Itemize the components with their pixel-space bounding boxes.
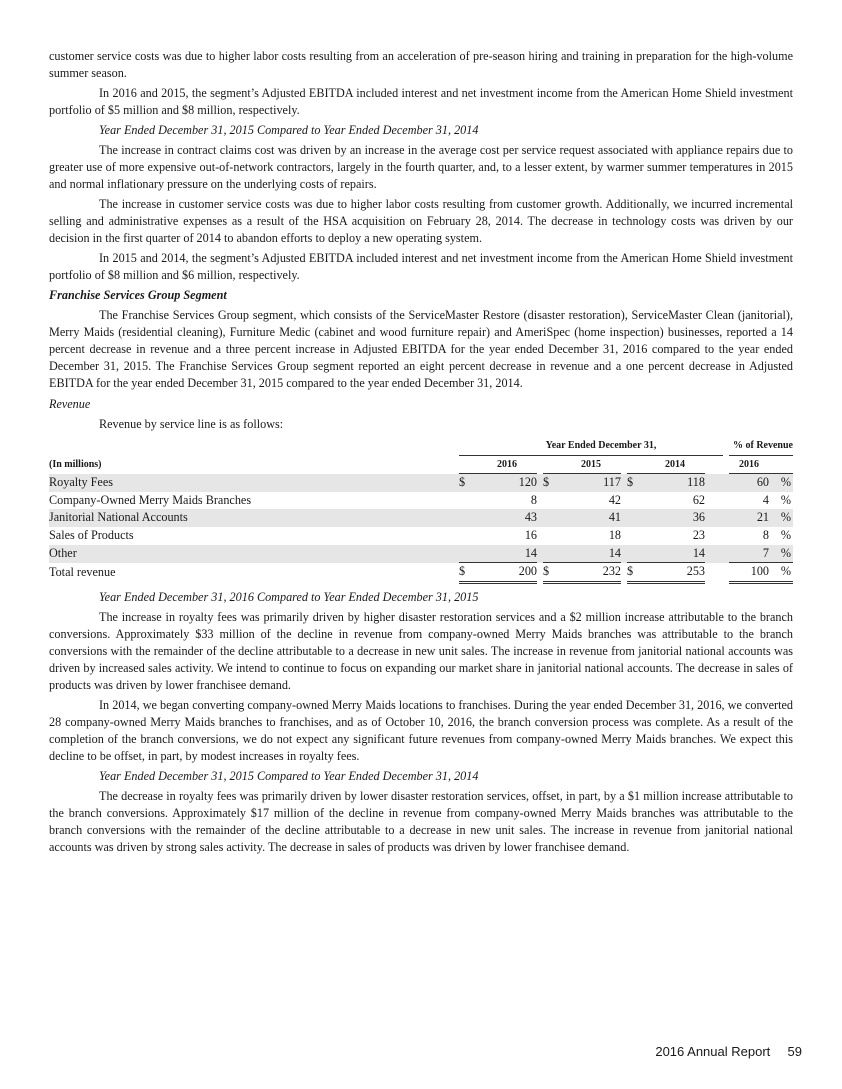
table-row: Royalty Fees $ 120 $ 117 $ 118 60 % <box>49 474 793 492</box>
cell-2016: 8 <box>530 492 537 507</box>
table-total-row: Total revenue $ 200 $ 232 $ 253 100 % <box>49 563 793 583</box>
paragraph: The decrease in royalty fees was primarily driven by lower disaster restoration services, offset, in part, by a $1 million increase attributable to the branch conversions. Approximately $17 million of the decline in revenue from company-owned Merry Maids branches was attributable to the branch conversions with the remainder of the decline attributable to a decrease in new unit sales. The increase in revenue from janitorial national accounts was driven by strong sales activity. The decrease in sales of products was driven by lower franchisee demand. <box>49 788 793 854</box>
row-label: Total revenue <box>49 564 116 579</box>
cell-pct: 21 <box>729 509 769 527</box>
cell-pct: 8 <box>762 527 769 542</box>
cell-pct: 4 <box>762 492 769 507</box>
cell-2015: 42 <box>608 492 621 507</box>
cell-2016: 14 <box>477 545 537 563</box>
cell-pct: 100 <box>729 563 769 583</box>
paragraph: In 2016 and 2015, the segment’s Adjusted EBITDA included interest and net investment income from the American Home Shield investment portfolio of $5 million and $8 million, respectively. <box>49 86 793 117</box>
cell-2016: 120 <box>477 474 537 492</box>
revenue-heading: Revenue <box>49 397 91 411</box>
table-pct-header: % of Revenue <box>729 437 793 455</box>
page-content <box>49 48 793 856</box>
paragraph: The Franchise Services Group segment, which consists of the ServiceMaster Restore (disaster restoration), ServiceMaster Clean (janitorial), Merry Maids (residential cleaning), Furniture Medic (cabinet and wood furniture repair) and AmeriSpec (home inspection) businesses, reported a 14 percent decrease in revenue and a three percent increase in Adjusted EBITDA for the year ended December 31, 2016 compared to the year ended December 31, 2015. The Franchise Services Group segment reported an eight percent decrease in revenue and a one percent decrease in Adjusted EBITDA for the year ended December 31, 2015 compared to the year ended December 31, 2014. <box>49 308 793 390</box>
column-header-2014: 2014 <box>645 455 705 474</box>
table-units-label: (In millions) <box>49 458 102 470</box>
row-label: Sales of Products <box>49 527 134 542</box>
page-footer <box>655 1044 802 1059</box>
subheading-2015-vs-2014: Year Ended December 31, 2015 Compared to Year Ended December 31, 2014 <box>99 768 479 783</box>
cell-2015: 18 <box>608 527 621 542</box>
cell-2015: 41 <box>561 509 621 527</box>
cell-2016: 200 <box>477 563 537 583</box>
table-group-header: Year Ended December 31, <box>459 437 723 455</box>
column-header-2015: 2015 <box>561 455 621 474</box>
cell-2014: 118 <box>645 474 705 492</box>
paragraph: Revenue by service line is as follows: <box>99 417 284 431</box>
paragraph: The increase in contract claims cost was driven by an increase in the average cost per service request associated with appliance repairs due to greater use of more expensive out-of-network contractors, largely in the fourth quarter, and, to a lesser extent, by warmer summer temperatures in 2015 and normal inflationary pressure on the underlying costs of repairs. <box>49 143 793 191</box>
cell-2014: 253 <box>645 563 705 583</box>
section-title: Franchise Services Group Segment <box>49 288 227 302</box>
cell-pct: 7 <box>729 545 769 563</box>
row-label: Royalty Fees <box>49 474 459 492</box>
row-label: Company-Owned Merry Maids Branches <box>49 492 252 507</box>
subheading-2016-vs-2015: Year Ended December 31, 2016 Compared to Year Ended December 31, 2015 <box>99 589 479 604</box>
cell-2015: 14 <box>561 545 621 563</box>
cell-2014: 62 <box>692 492 705 507</box>
cell-2015: 117 <box>561 474 621 492</box>
paragraph: The increase in royalty fees was primarily driven by higher disaster restoration services and a $2 million increase attributable to the branch conversions. Approximately $33 million of the decline in revenue from company-owned Merry Maids branches was attributable to the branch conversions with the remainder of the decline attributable to a decrease in new unit sales. The increase in revenue from janitorial national accounts was driven by increased sales activity. We intend to continue to focus on expanding our market share in janitorial national accounts. The decrease in sales of products was driven by lower franchisee demand. <box>49 609 793 692</box>
revenue-table <box>49 437 793 584</box>
row-label: Other <box>49 545 459 563</box>
column-header-2016: 2016 <box>477 455 537 474</box>
cell-2014: 14 <box>645 545 705 563</box>
paragraph: customer service costs was due to higher labor costs resulting from an acceleration of pre-season hiring and training in preparation for the high-volume summer season. <box>49 49 793 80</box>
row-label: Janitorial National Accounts <box>49 509 459 527</box>
subheading-2015-vs-2014: Year Ended December 31, 2015 Compared to Year Ended December 31, 2014 <box>99 123 479 137</box>
table-row: Other 14 14 14 7 % <box>49 545 793 563</box>
column-header-pct-2016: 2016 <box>729 455 769 474</box>
cell-2016: 43 <box>477 509 537 527</box>
paragraph: In 2015 and 2014, the segment’s Adjusted EBITDA included interest and net investment income from the American Home Shield investment portfolio of $8 million and $6 million, respectively. <box>49 251 793 282</box>
cell-2014: 36 <box>645 509 705 527</box>
cell-2016: 16 <box>524 527 537 542</box>
table-row: Sales of Products 16 18 23 8 % <box>49 527 793 545</box>
table-row: Janitorial National Accounts 43 41 36 21 % <box>49 509 793 527</box>
cell-2014: 23 <box>692 527 705 542</box>
cell-2015: 232 <box>561 563 621 583</box>
cell-pct: 60 <box>729 474 769 492</box>
paragraph: In 2014, we began converting company-owned Merry Maids locations to franchises. During the year ended December 31, 2016, we converted 28 company-owned Merry Maids branches to franchises, and as of October 10, 2016, the branch conversion process was complete. As a result of the completion of the branch conversions, we do not expect any significant future revenues from company-owned Merry Maids branches. We expect this decline to be offset, in part, by modest increases in royalty fees. <box>49 697 793 763</box>
table-row: Company-Owned Merry Maids Branches 8 42 62 4 % <box>49 492 793 510</box>
paragraph: The increase in customer service costs was due to higher labor costs resulting from customer growth. Additionally, we incurred incremental selling and administrative expenses as a result of the HSA acquisition on February 28, 2014. The decrease in technology costs was driven by our decision in the first quarter of 2014 to abandon efforts to deploy a new operating system. <box>49 197 793 245</box>
page-number: 59 <box>787 1044 802 1059</box>
footer-report-title: 2016 Annual Report <box>655 1044 771 1059</box>
